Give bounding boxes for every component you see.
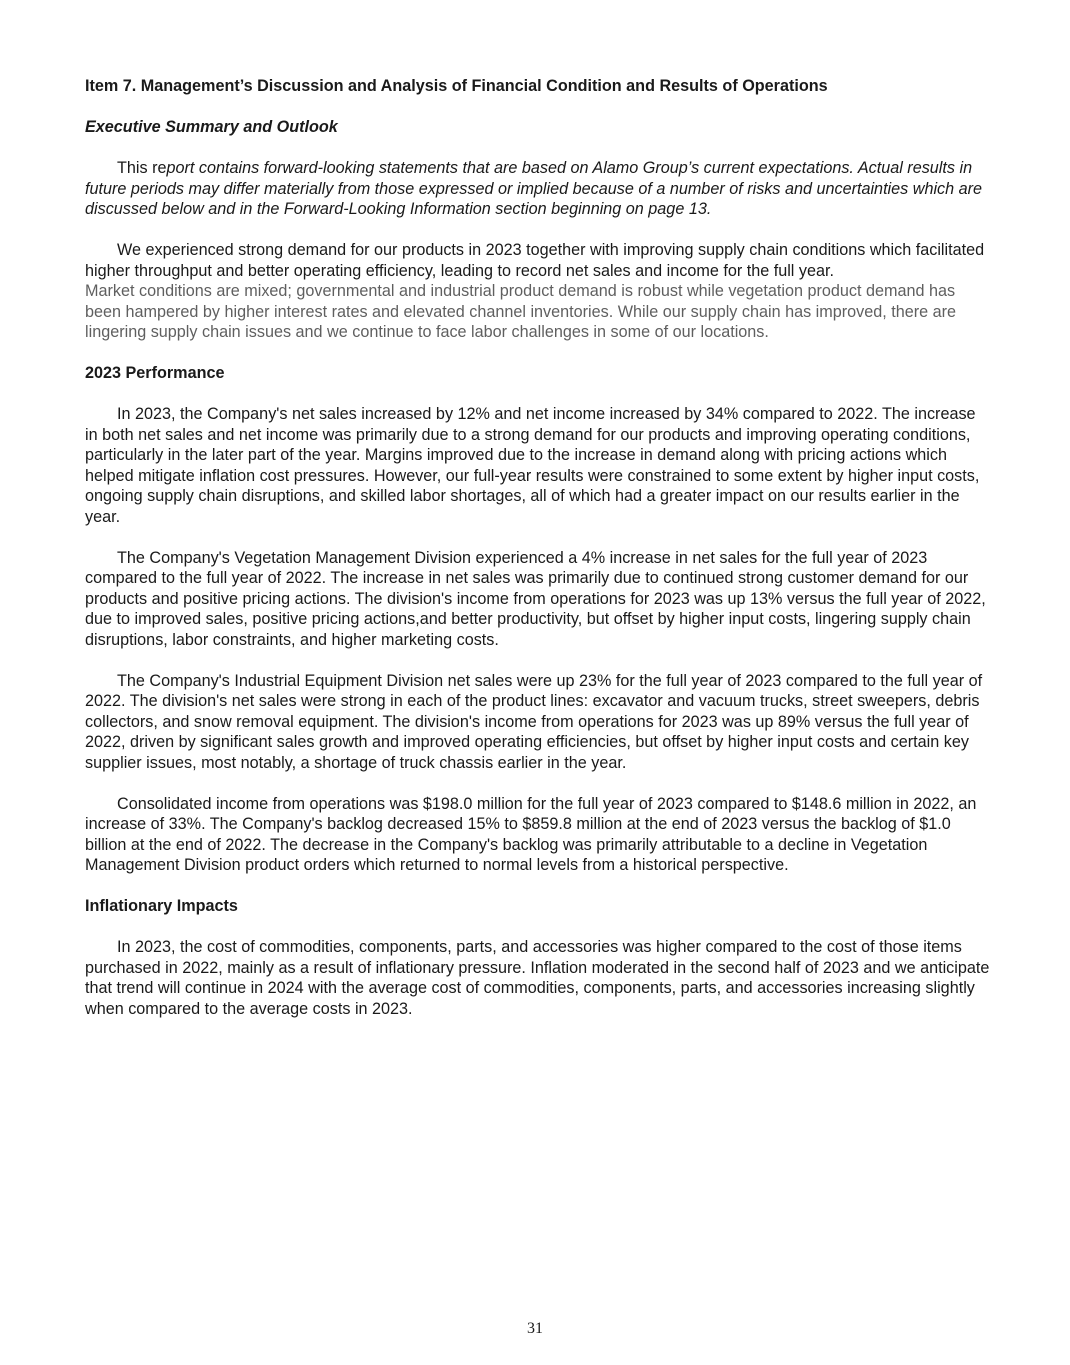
spacer: [85, 876, 990, 897]
spacer: [85, 97, 990, 118]
inflation-heading: Inflationary Impacts: [85, 897, 238, 915]
performance-paragraph-consolidated: Consolidated income from operations was $198.0 million for the full year of 2023 compared to $148.6 million in 2022, an increase of 33%. The Company's backlog decreased 15% to $859.8 million at the end of 2023 versus the backlog of $1.0 billion at the end of 2022. The decrease in the Company's backlog was primarily attributable to a decline in Vegetation Management Division product orders which returned to normal levels from a historical perspective.: [85, 794, 977, 874]
document-page: [85, 76, 990, 1019]
spacer: [85, 138, 990, 159]
spacer: [85, 343, 990, 364]
performance-paragraph-overview: In 2023, the Company's net sales increased by 12% and net income increased by 34% compared to 2022. The increase in both net sales and net income was primarily due to a strong demand for our products and improving operating conditions, particularly in the later part of the year. Margins improved due to the increase in demand along with pricing actions which helped mitigate inflation cost pressures. However, our full-year results were constrained to some extent by higher input costs, ongoing supply chain disruptions, and skilled labor shortages, all of which had a greater impact on our results earlier in the year.: [85, 405, 980, 526]
performance-paragraph-vegetation: The Company's Vegetation Management Division experienced a 4% increase in net sales for the full year of 2023 compared to the full year of 2022. The increase in net sales was primarily due to continued strong customer demand for our products and positive pricing actions. The division's income from operations for 2023 was up 13% versus the full year of 2022, due to improved sales, positive pricing actions,and better productivity, but offset by higher input costs, lingering supply chain disruptions, labor constraints, and higher marketing costs.: [85, 548, 986, 649]
forward-looking-text: port contains forward-looking statements that are based on Alamo Group’s current expectations. Actual results in future periods may differ materially from those expressed or implied because of a number of risks and uncertainties which are discussed below and in the Forward-Looking Information section beginning on page 13.: [85, 159, 983, 218]
forward-looking-paragraph: [85, 158, 990, 220]
spacer: [85, 220, 990, 241]
performance-heading: 2023 Performance: [85, 364, 225, 382]
demand-paragraph: [85, 240, 990, 343]
spacer: [85, 384, 990, 405]
page-number: 31: [527, 1320, 543, 1337]
inflation-paragraph: In 2023, the cost of commodities, components, parts, and accessories was higher compared to the cost of those items purchased in 2022, mainly as a result of inflationary pressure. Inflation moderated in the second half of 2023 and we anticipate that trend will continue in 2024 with the average cost of commodities, components, parts, and accessories increasing slightly when compared to the average costs in 2023.: [85, 938, 990, 1018]
spacer: [85, 917, 990, 938]
market-conditions-text: Market conditions are mixed; governmental and industrial product demand is robust while vegetation product demand has been hampered by higher interest rates and elevated channel inventories. While our supply chain has improved, there are lingering supply chain issues and we continue to face labor challenges in some of our locations.: [85, 282, 957, 341]
performance-paragraph-industrial: The Company's Industrial Equipment Division net sales were up 23% for the full year of 2023 compared to the full year of 2022. The division's net sales were strong in each of the product lines: excavator and vacuum trucks, street sweepers, debris collectors, and snow removal equipment. The division's income from operations for 2023 was up 89% versus the full year of 2022, driven by significant sales growth and improved operating efficiencies, but offset by higher input costs and certain key supplier issues, most notably, a shortage of truck chassis earlier in the year.: [85, 671, 983, 772]
executive-summary-heading: Executive Summary and Outlook: [85, 118, 338, 136]
forward-looking-prefix: This re: [117, 159, 167, 177]
spacer: [85, 773, 990, 794]
spacer: [85, 650, 990, 671]
demand-text: We experienced strong demand for our products in 2023 together with improving supply chain conditions which facilitated higher throughput and better operating efficiency, leading to record net sales and income for the full year.: [85, 241, 985, 280]
spacer: [85, 527, 990, 548]
item-heading: Item 7. Management’s Discussion and Analysis of Financial Condition and Results of Operations: [85, 77, 828, 95]
